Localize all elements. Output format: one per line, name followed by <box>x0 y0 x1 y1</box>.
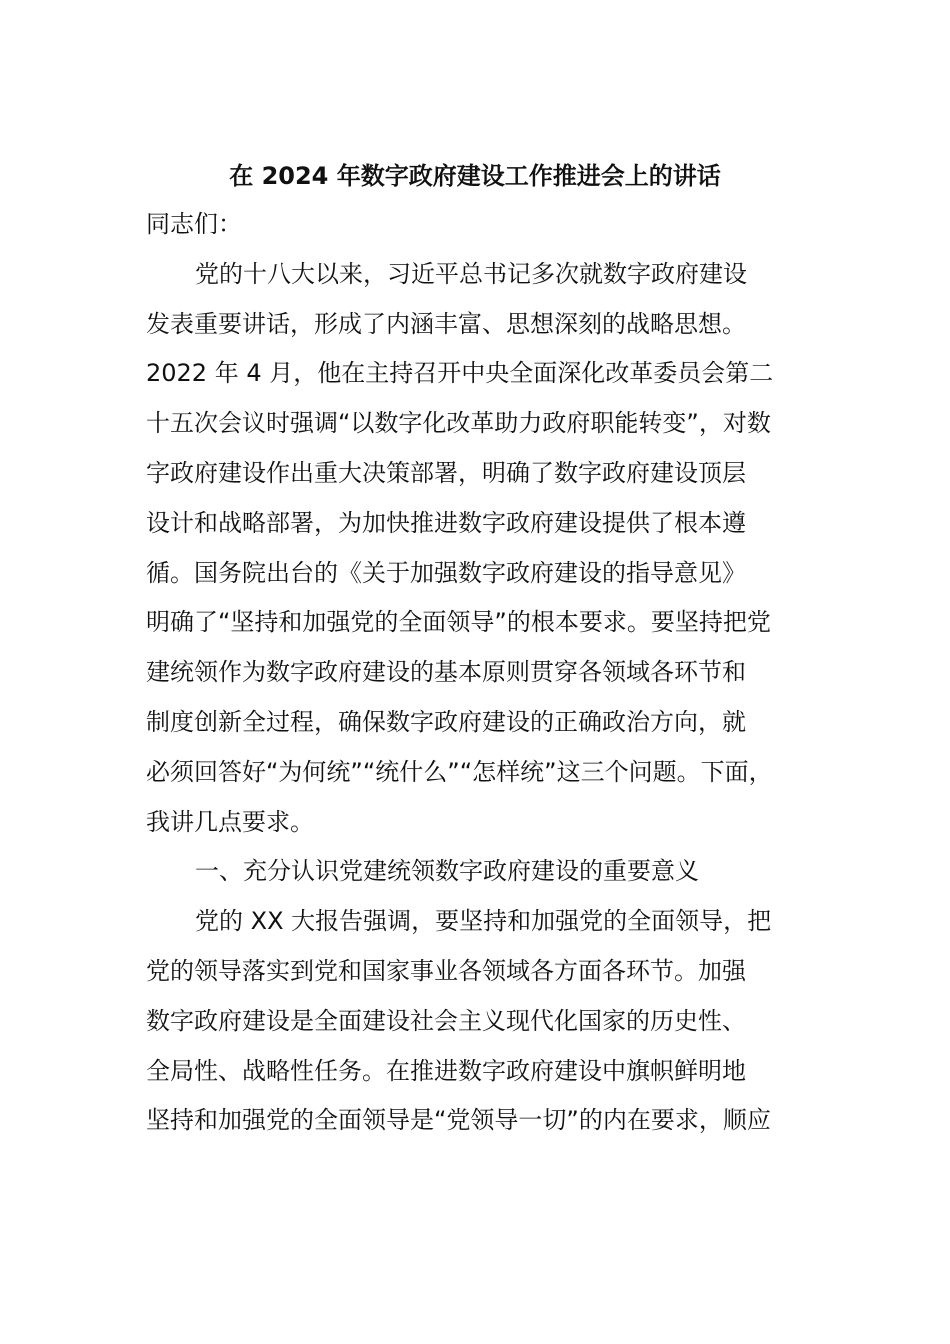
paragraph-line: 数字政府建设是全面建设社会主义现代化国家的历史性、 <box>146 1006 746 1035</box>
paragraph-line: 明确了“坚持和加强党的全面领导”的根本要求。要坚持把党 <box>146 608 771 637</box>
paragraph-line: 全局性、战略性任务。在推进数字政府建设中旗帜鲜明地 <box>146 1056 746 1085</box>
paragraph-line: 党的十八大以来，习近平总书记多次就数字政府建设 <box>195 259 747 288</box>
paragraph-line: 设计和战略部署，为加快推进数字政府建设提供了根本遵 <box>146 508 746 537</box>
paragraph-line: 党的领导落实到党和国家事业各领域各方面各环节。加强 <box>146 956 746 985</box>
paragraph-line: 我讲几点要求。 <box>146 807 314 836</box>
paragraph-line: 党的 XX 大报告强调，要坚持和加强党的全面领导，把 <box>195 907 772 936</box>
paragraph-line: 必须回答好“为何统”“统什么”“怎样统”这三个问题。下面， <box>146 757 773 786</box>
paragraph-line: 2022 年 4 月，他在主持召开中央全面深化改革委员会第二 <box>146 359 774 388</box>
paragraph-line: 制度创新全过程，确保数字政府建设的正确政治方向，就 <box>146 707 746 736</box>
paragraph-line: 坚持和加强党的全面领导是“党领导一切”的内在要求，顺应 <box>146 1106 771 1135</box>
document-title: 在 2024 年数字政府建设工作推进会上的讲话 <box>229 162 721 190</box>
paragraph-line: 循。国务院出台的《关于加强数字政府建设的指导意见》 <box>146 558 746 587</box>
section-heading-line: 一、充分认识党建统领数字政府建设的重要意义 <box>195 857 699 886</box>
paragraph-line: 十五次会议时强调“以数字化改革助力政府职能转变”，对数 <box>146 409 771 438</box>
paragraph-line: 字政府建设作出重大决策部署，明确了数字政府建设顶层 <box>146 458 746 487</box>
document-body <box>146 200 806 1146</box>
paragraph-line: 发表重要讲话，形成了内涵丰富、思想深刻的战略思想。 <box>146 309 746 338</box>
salutation-line: 同志们： <box>146 210 242 238</box>
paragraph-line: 建统领作为数字政府建设的基本原则贯穿各领域各环节和 <box>146 658 746 687</box>
